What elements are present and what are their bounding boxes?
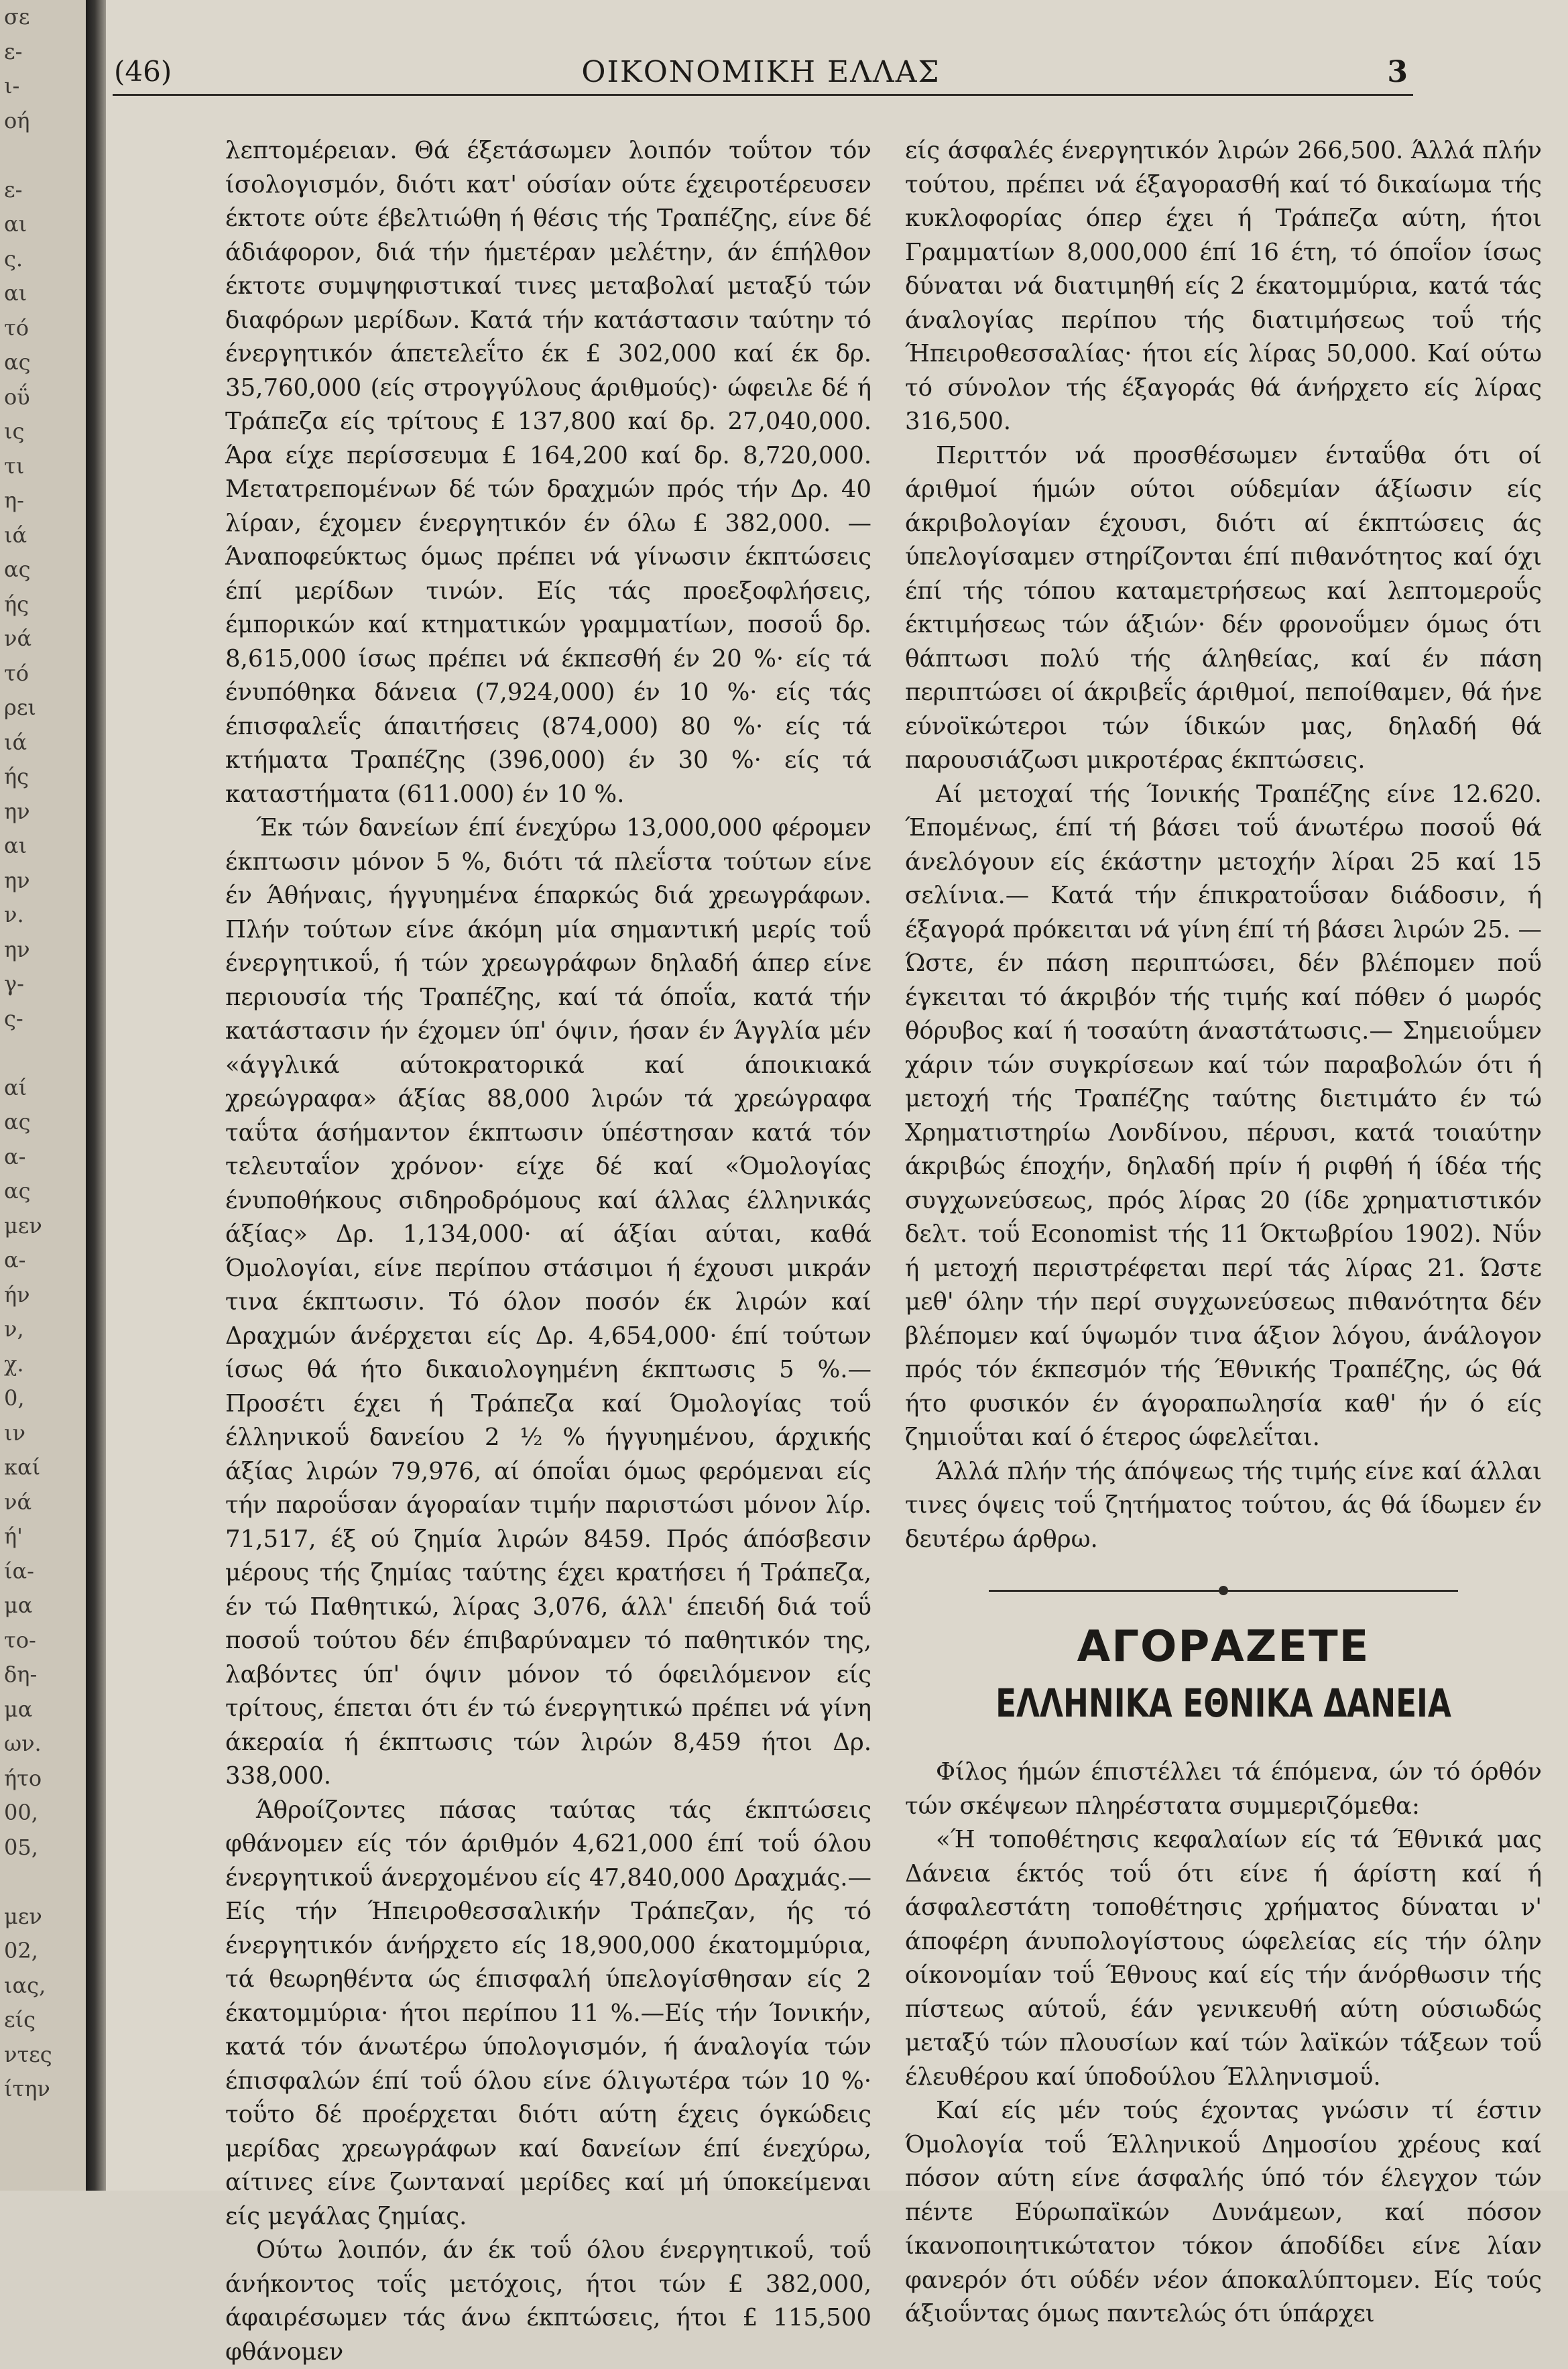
newspaper-title: ΟΙΚΟΝΟΜΙΚΗ ΕΛΛΑΣ (581, 55, 941, 89)
binding-fragment: ήν (4, 1281, 30, 1308)
binding-fragment: ς- (4, 1005, 23, 1031)
binding-fragment: ή' (4, 1523, 23, 1549)
right-paragraph: Άλλά πλήν τής άπόψεως τής τιμής είνε καί άλλαι τινες όψεις τοΰ ζητήματος τούτου, άς θά ίδωμεν έν δευτέρω άρθρω. (905, 1457, 1542, 1553)
left-column (225, 134, 871, 2366)
binding-fragment: ν, (4, 1316, 24, 1342)
binding-edge-fragments (0, 0, 91, 2191)
ad-paragraph: «Ή τοποθέτησις κεφαλαίων είς τά Έθνικά μας Δάνεια έκτός τοΰ ότι είνε ή άρίστη καί ή άσφαλεστάτη τοποθέτησις χρήματος δύναται ν' άποφέρη άνυπολογίστους ώφελείας είς τήν όλην οίκονομίαν τοΰ Έθνους καί είς τήν άνόρθωσιν τής πίστεως αύτοΰ, έάν γενικευθή αύτη ούσιωδώς μεταξύ τών πλουσίων καί τών λαϊκών τάξεων τοΰ έλευθέρου καί ύποδούλου Έλληνισμοΰ. (905, 1826, 1542, 2091)
binding-fragment: ής (4, 764, 29, 789)
binding-fragment: ην (4, 936, 30, 962)
binding-fragment (0, 138, 91, 173)
binding-fragment: ν. (4, 902, 24, 927)
binding-fragment: ς. (4, 245, 23, 272)
page-number: (46) (114, 55, 172, 88)
binding-fragment: α- (4, 1247, 26, 1273)
right-paragraph: Περιττόν νά προσθέσωμεν ένταΰθα ότι οί άριθμοί ήμών ούτοι ούδεμίαν άξίωσιν είς άκριβολογίαν έχουσι, διότι αί έκπτώσεις άς ύπελογίσαμεν στηρίζονται έπί πιθανότητος καί όχι έπί τής τόπου καταμετρήσεως καί λεπτομεροΰς έκτιμήσεως τών άξιών· δέν φρονοΰμεν όμως ότι θάπτωσι πολύ τής άληθείας, καί έν πάση περιπτώσει οί άκριβεΐς άριθμοί, πεποίθαμεν, θά ήνε εύνοϊκώτεροι τών ίδικών μας, δηλαδή θά παρουσιάζωσι μικροτέρας έκπτώσεις. (905, 441, 1542, 774)
binding-fragment: ην (4, 798, 30, 824)
binding-fragment: μα (4, 1696, 33, 1722)
binding-fragment: ις (4, 418, 25, 444)
binding-fragment: 00, (4, 1800, 38, 1825)
binding-fragment: ων. (4, 1731, 42, 1756)
header-rule (113, 94, 1413, 96)
section-separator (989, 1590, 1458, 1592)
ad-paragraph: Φίλος ήμών έπιστέλλει τά έπόμενα, ών τό όρθόν τών σκέψεων πληρέστατα συμμεριζόμεθα: (905, 1758, 1542, 1820)
right-paragraph: Αί μετοχαί τής Ίονικής Τραπέζης είνε 12.620. Έπομένως, έπί τή βάσει τοΰ άνωτέρω ποσοΰ θά άνελόγουν είς έκάστην μετοχήν λίραι 25 καί 15 σελίνια.— Κατά τήν έπικρατοΰσαν διάδοσιν, ή έξαγορά πρόκειται νά γίνη έπί τή βάσει λιρών 25. — Ώστε, έν πάση περιπτώσει, δέν βλέπομεν ποΰ έγκειται τό άκριβόν τής τιμής καί πόθεν ό μωρός θόρυβος καί ή τοσαύτη άναστάτωσις.— Σημειοΰμεν χάριν τών συγκρίσεων καί τών παραβολών ότι ή μετοχή τής Τραπέζης ταύτης διετιμάτο έν τώ Χρηματιστηρίω Λονδίνου, πέρυσι, κατά τοιαύτην άκριβώς έποχήν, δηλαδή πρίν ή ριφθή ή ίδέα τής συγχωνεύσεως, πρός λίρας 20 (ίδε χρηματιστικόν δελτ. τοΰ Economist τής 11 Όκτωβρίου 1902). Νΰν ή μετοχή περιστρέφεται περί τάς λίρας 21. Ώστε μεθ' όλην τήν περί συγχωνεύσεως πιθανότητα δέν βλέπομεν καί ύψωμόν τινα άξιον λόγου, άνάλογον πρός τόν έκπεσμόν τής Έθνικής Τραπέζης, ώς θά ήτο φυσικόν έν άγοραπωλησία καθ' ήν ό είς ζημιοΰται καί ό έτερος ώφελεΐται. (905, 780, 1542, 1451)
binding-fragment: 0, (4, 1385, 25, 1411)
binding-fragment: η- (4, 487, 24, 513)
separator-dot (1219, 1586, 1228, 1595)
sheet-number: 3 (1387, 55, 1408, 89)
binding-fragment: ής (4, 591, 29, 617)
binding-fragment: τι (4, 453, 25, 479)
binding-fragment: δη- (4, 1662, 38, 1687)
left-paragraph: Έκ τών δανείων έπί ένεχύρω 13,000,000 φέρομεν έκπτωσιν μόνον 5 %, διότι τά πλεΐστα τούτων είνε έν Άθήναις, ήγγυημένα έπαρκώς διά χρεωγράφων. Πλήν τούτων είνε άκόμη μία σημαντική μερίς τοΰ ένεργητικοΰ, ή τών χρεωγράφων δηλαδή άπερ είνε περιουσία τής Τραπέζης, καί τά όποΐα, κατά τήν κατάστασιν ήν έχομεν ύπ' όψιν, ήσαν έν Άγγλία μέν «άγγλικά αύτοκρατορικά καί άποικιακά χρεώγραφα» άξίας 88,000 λιρών τά χρεώγραφα ταΰτα άσήμαντον έκπτωσιν ύπέστησαν κατά τόν τελευταΐον χρόνον· είχε δέ καί «Όμολογίας ένυποθήκους σιδηροδρόμους καί άλλας έλληνικάς άξίας» Δρ. 1,134,000· αί άξίαι αύται, καθά Όμολογίαι, είνε περίπου στάσιμοι ή έχουσι μικράν τινα έκπτωσιν. Τό όλον ποσόν έκ λιρών καί Δραχμών άνέρχεται είς Δρ. 4,654,000· έπί τούτων ίσως θά ήτο δικαιολογημένη έκπτωσις 5 %.— Προσέτι έχει ή Τράπεζα καί Όμολογίας τοΰ έλληνικοΰ δανείου 2 ½ % ήγγυημένου, άρχικής άξίας λιρών 79,976, αί όποΐαι όμως φερόμεναι είς τήν παροΰσαν άγοραίαν τιμήν παριστώσι μόνον λίρ. 71,517, έξ ού ζημία λιρών 8459. Πρός άπόσβεσιν μέρους τής ζημίας ταύτης έχει κρατήσει ή Τράπεζα, έν τώ Παθητικώ, λίρας 3,076, άλλ' έπειδή διά τοΰ ποσοΰ τούτου δέν έπιβαρύναμεν τό παθητικόν της, λαβόντες ύπ' όψιν μόνον τό όφειλόμενον είς τρίτους, έπεται ότι έν τώ ένεργητικώ πρέπει νά γίνη άκεραία ή έκπτωσις τών λιρών 8,459 ήτοι Δρ. 338,000. (225, 814, 871, 1790)
binding-fragment: 05, (4, 1834, 38, 1860)
binding-fragment: ην (4, 867, 30, 893)
binding-fragment: χ. (4, 1350, 24, 1377)
binding-fragment: σε (4, 4, 30, 30)
binding-fragment: γ- (4, 971, 24, 996)
book-gutter (86, 0, 106, 2191)
binding-fragment: οή (4, 107, 30, 133)
binding-fragment: ιά (4, 522, 27, 548)
binding-fragment (0, 1865, 91, 1900)
binding-fragment: ι- (4, 73, 20, 99)
binding-fragment: 02, (4, 1938, 38, 1963)
binding-fragment: ία- (4, 1558, 34, 1584)
binding-fragment (0, 1036, 91, 1071)
ad-subtitle: ΕΛΛΗΝΙΚΑ ΕΘΝΙΚΑ ΔΑΝΕΙΑ (996, 1680, 1451, 1726)
ad-paragraph: Καί είς μέν τούς έχοντας γνώσιν τί έστιν Όμολογία τοΰ Έλληνικοΰ Δημοσίου χρέους καί πόσον αύτη είνε άσφαλής ύπό τόν έλεγχον τών πέντε Εύρωπαϊκών Δυνάμεων, καί πόσον ίκανοποιητικώτατον τόκον άποδίδει είνε λίαν φανερόν ότι ούδέν νέον άποκαλύπτομεν. Είς τούς άξιοΰντας όμως παντελώς ότι ύπάρχει (905, 2097, 1542, 2327)
binding-fragment: ας (4, 1178, 31, 1204)
binding-fragment: ας (4, 1109, 31, 1135)
binding-fragment: αί (4, 1074, 27, 1100)
binding-fragment: α- (4, 1143, 26, 1169)
binding-fragment: ας (4, 557, 31, 582)
left-paragraph: Άθροίζοντες πάσας ταύτας τάς έκπτώσεις φθάνομεν είς τόν άριθμόν 4,621,000 έπί τοΰ όλου ένεργητικοΰ άνερχομένου είς 47,840,000 Δραχμάς.—Είς τήν Ήπειροθεσσαλικήν Τράπεζαν, ής τό ένεργητικόν άνήρχετο είς 18,900,000 έκατομμύρια, τά θεωρηθέντα ώς έπισφαλή ύπελογίσθησαν είς 2 έκατομμύρια· ήτοι περίπου 11 %.—Είς τήν Ίονικήν, κατά τόν άνωτέρω ύπολογισμόν, ή άναλογία τών έπισφαλών έπί τοΰ όλου είνε όλιγωτέρα τών 10 %· τοΰτο δέ προέρχεται διότι αύτη έχεις όγκώδεις μερίδας χρεωγράφων καί δανείων έπί ένεχύρω, αίτινες είνε ζωνταναί μερίδες καί μή ύποκείμεναι είς μεγάλας ζημίας. (225, 1796, 871, 2230)
binding-fragment: τό (4, 660, 29, 686)
binding-fragment: ε- (4, 176, 23, 203)
binding-fragment: αι (4, 280, 27, 306)
binding-fragment: ιν (4, 1420, 25, 1446)
binding-fragment: οΰ (4, 384, 30, 410)
binding-fragment: αι (4, 833, 27, 858)
binding-fragment: ιά (4, 729, 27, 755)
right-column (905, 134, 1542, 2327)
left-paragraph: λεπτομέρειαν. Θά έξετάσωμεν λοιπόν τοΰτον τόν ίσολογισμόν, διότι κατ' ούσίαν ούτε έχειροτέρευσεν έκτοτε ούτε έβελτιώθη ή θέσις τής Τραπέζης, είνε δέ άδιάφορον, διά τήν ήμετέραν μελέτην, άν έπήλθον έκτοτε συμψηφιστικαί τινες μεταβολαί μεταξύ τών διαφόρων μερίδων. Κατά τήν κατάστασιν ταύτην τό ένεργητικόν άπετελεΐτο έκ £ 302,000 καί έκ δρ. 35,760,000 (είς στρογγύλους άριθμούς)· ώφειλε δέ ή Τράπεζα είς τρίτους £ 137,800 καί δρ. 27,040,000. Άρα είχε περίσσευμα £ 164,200 καί δρ. 8,720,000. Μετατρεπομένων δέ τών δραχμών πρός τήν Δρ. 40 λίραν, έχομεν ένεργητικόν έν όλω £ 382,000. — Άναποφεύκτως όμως πρέπει νά γίνωσιν έκπτώσεις έπί μερίδων τινών. Είς τάς προεξοφλήσεις, έμπορικών καί κτηματικών γραμματίων, ποσοΰ δρ. 8,615,000 ίσως πρέπει νά έκπεσθή έν 20 %· είς τά ένυπόθηκα δάνεια (7,924,000) έν 10 %· είς τάς έπισφαλεΐς άπαιτήσεις (874,000) 80 %· είς τά κτήματα Τραπέζης (396,000) έν 30 %· είς τά καταστήματα (611.000) έν 10 %. (225, 137, 871, 808)
binding-fragment: μεν (4, 1903, 42, 1929)
binding-fragment: αι (4, 211, 27, 237)
binding-fragment: ντες (4, 2041, 52, 2067)
left-paragraph: Ούτω λοιπόν, άν έκ τοΰ όλου ένεργητικοΰ, τοΰ άνήκοντος τοΐς μετόχοις, ήτοι τών £ 382,000, άφαιρέσωμεν τάς άνω έκπτώσεις, ήτοι £ 115,500 φθάνομεν (225, 2236, 871, 2366)
binding-fragment: μεν (4, 1212, 42, 1238)
binding-fragment: μα (4, 1593, 33, 1618)
binding-fragment: νά (4, 626, 32, 651)
binding-fragment: ας (4, 349, 31, 375)
binding-fragment: ήτο (4, 1765, 42, 1791)
binding-fragment: τό (4, 314, 29, 341)
binding-fragment: νά (4, 1489, 32, 1515)
binding-fragment: ε- (4, 38, 23, 64)
binding-fragment: είς (4, 2007, 36, 2032)
binding-fragment: καί (4, 1454, 41, 1480)
right-paragraph: είς άσφαλές ένεργητικόν λιρών 266,500. Άλλά πλήν τούτου, πρέπει νά έξαγορασθή καί τό δικαίωμα τής κυκλοφορίας όπερ έχει ή Τράπεζα αύτη, ήτοι Γραμματίων 8,000,000 έπί 16 έτη, τό όποΐον ίσως δύναται νά διατιμηθή είς 2 έκατομμύρια, κατά τάς άναλογίας περίπου τής διατιμήσεως τοΰ τής Ήπειροθεσσαλίας· ήτοι είς λίρας 50,000. Καί ούτω τό σύνολον τής έξαγοράς θά άνήρχετο είς λίρας 316,500. (905, 137, 1542, 435)
page-header (114, 55, 1408, 95)
ad-title: ΑΓΟΡΑΖΕΤΕ (1077, 1622, 1370, 1672)
binding-fragment: το- (4, 1627, 36, 1653)
binding-fragment: ίτην (4, 2076, 50, 2101)
binding-fragment: ρει (4, 695, 36, 720)
binding-fragment: ιας, (4, 1972, 46, 1998)
